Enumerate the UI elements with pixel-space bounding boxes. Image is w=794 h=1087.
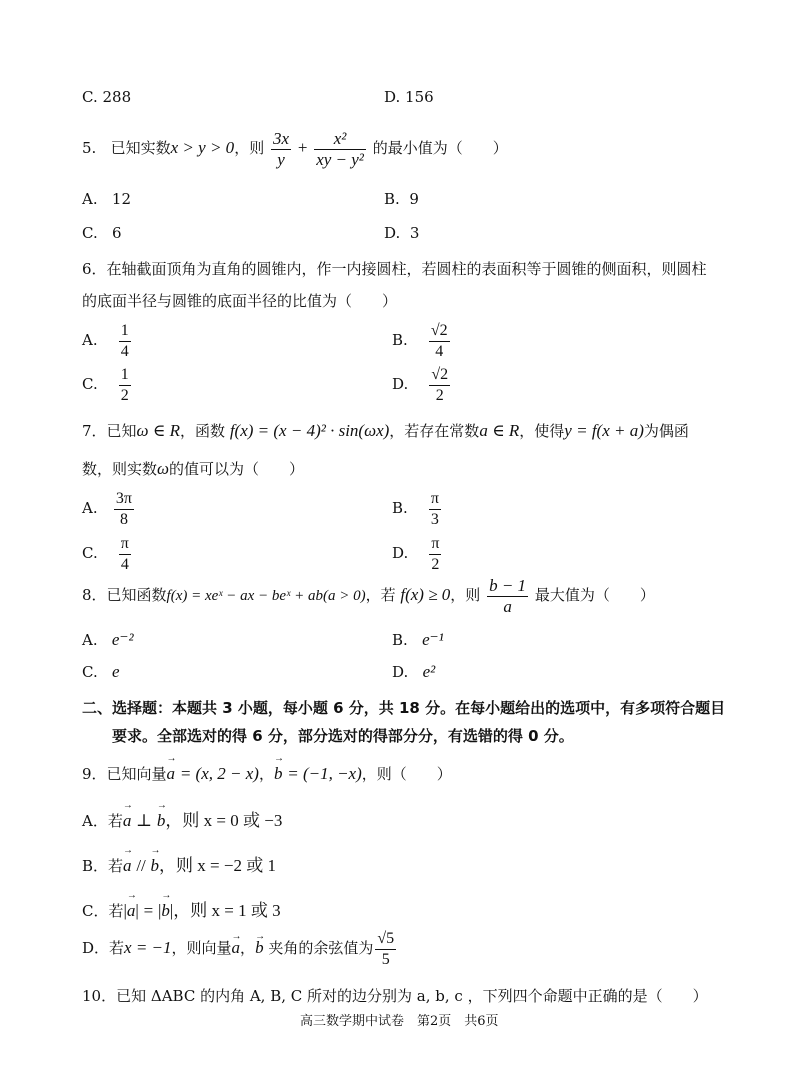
q5-option-c: C. 6 bbox=[82, 224, 122, 242]
q5-plus: + bbox=[297, 138, 308, 157]
q9-a-definition: = (x, 2 − x) bbox=[179, 764, 259, 783]
q9-option-c: C．若|→ a| = |→ b|，则 x = 1 或 3 bbox=[82, 896, 281, 921]
q7-omega-in: ω ∈ R bbox=[136, 421, 181, 440]
q8-option-a: A. e⁻² bbox=[82, 630, 134, 649]
vector-b: → b bbox=[274, 764, 283, 784]
q7-line-2 bbox=[82, 458, 304, 479]
q7-omega: ω bbox=[157, 459, 170, 478]
q8-option-d: D. e² bbox=[392, 662, 436, 681]
q9-stem: 9．已知向量→ a = (x, 2 − x)，→ b = (−1, −x)，则（ ） bbox=[82, 763, 452, 784]
q9-tail: ，则（ ） bbox=[361, 765, 452, 783]
q7-line2-post: 的值可以为（ ） bbox=[169, 460, 305, 478]
q5-fraction-1: $\frac{3x}{y}$ bbox=[272, 128, 290, 169]
q9-b-definition: = (−1, −x) bbox=[287, 764, 362, 783]
q7-mid: ，若存在常数 bbox=[389, 422, 480, 440]
q7-number: 7．已知 bbox=[82, 422, 137, 440]
q5-fraction-2: $\frac{\text{x²}}{\text{xy − y²}}$ bbox=[316, 128, 364, 169]
q8-option-c: C. e bbox=[82, 662, 120, 681]
q6-option-a: A. $\frac{1}{4}$ bbox=[82, 321, 129, 360]
q7-option-c: C. $\frac{\pi}{4}$ bbox=[82, 534, 129, 573]
q7-line2-pre: 数，则实数 bbox=[82, 460, 158, 478]
question-5-stem bbox=[82, 128, 508, 170]
q9-number: 9．已知向量 bbox=[82, 765, 167, 783]
q5-option-b: B. 9 bbox=[384, 190, 419, 208]
q8-number: 8．已知函数 bbox=[82, 586, 167, 604]
q5-option-a: A. 12 bbox=[82, 190, 132, 208]
q8-mid2: ，则 bbox=[450, 586, 481, 604]
q6-line-1: 6．在轴截面顶角为直角的圆锥内，作一内接圆柱，若圆柱的表面积等于圆锥的侧面积，则圆柱 bbox=[82, 260, 707, 278]
q8-fraction: $\frac{b - 1}{a}$ bbox=[489, 575, 527, 616]
q8-option-b: B. e⁻¹ bbox=[392, 630, 444, 649]
section-2-heading-line-2: 要求。全部选对的得 6 分，部分选对的得部分分，有选错的得 0 分。 bbox=[112, 727, 574, 745]
q8-tail: 最大值为（ ） bbox=[534, 586, 655, 604]
q7-tail: 为偶函 bbox=[643, 422, 689, 440]
q9-option-d: D．若x = −1，则向量→ a，→ b 夹角的余弦值为 $\frac{√5}{5}$ bbox=[82, 928, 398, 970]
q5-stem-pre: 已知实数 bbox=[110, 139, 171, 157]
q5-stem-mid: ，则 bbox=[234, 139, 265, 157]
q9-option-b: B．若→ a // → b，则 x = −2 或 1 bbox=[82, 851, 276, 876]
q5-stem-post: 的最小值为（ ） bbox=[372, 139, 508, 157]
q6-line-2: 的底面半径与圆锥的底面半径的比值为（ ） bbox=[82, 292, 398, 310]
q7-line-1 bbox=[82, 420, 689, 441]
q5-condition: x > y > 0 bbox=[170, 138, 235, 157]
q7-even-function: y = f(x + a) bbox=[564, 421, 644, 440]
vector-a: → a bbox=[167, 764, 176, 784]
q10-stem: 10．已知 ΔABC 的内角 A, B, C 所对的边分别为 a, b, c ，下列四个命题中正确的是（ ） bbox=[82, 987, 708, 1005]
q7-function: f(x) = (x − 4)² · sin(ωx) bbox=[229, 421, 390, 440]
q6-option-c: C. $\frac{1}{2}$ bbox=[82, 365, 129, 404]
q7-option-d: D. $\frac{\pi}{2}$ bbox=[392, 534, 440, 573]
page-footer: 高三数学期中试卷 第2页 共6页 bbox=[300, 1014, 499, 1029]
q8-function: f(x) = xeˣ − ax − beˣ + ab(a > 0) bbox=[166, 588, 366, 604]
q5-option-d: D. 3 bbox=[384, 224, 420, 242]
q4-option-c: C. 288 bbox=[82, 88, 132, 106]
q7-option-b: B. $\frac{\pi}{3}$ bbox=[392, 489, 439, 528]
q4-option-d: D. 156 bbox=[384, 88, 434, 106]
q8-mid: ，若 bbox=[365, 586, 396, 604]
q8-stem bbox=[82, 575, 655, 617]
q6-option-b: B. $\frac{√2}{4}$ bbox=[392, 321, 448, 360]
q8-condition: f(x) ≥ 0 bbox=[400, 585, 451, 604]
q9-option-a: A．若→ a ⊥ → b，则 x = 0 或 −3 bbox=[82, 806, 282, 831]
q7-func-label: ，函数 bbox=[180, 422, 226, 440]
q5-number: 5. bbox=[82, 139, 97, 157]
q7-option-a: A. $\frac{3\pi}{8}$ bbox=[82, 489, 132, 528]
q7-mid2: ，使得 bbox=[519, 422, 565, 440]
q7-a-in: a ∈ R bbox=[479, 421, 520, 440]
q6-option-d: D. $\frac{√2}{2}$ bbox=[392, 365, 449, 404]
section-2-heading-line-1: 二、选择题：本题共 3 小题，每小题 6 分，共 18 分。在每小题给出的选项中，有多项符合题目 bbox=[82, 699, 726, 717]
